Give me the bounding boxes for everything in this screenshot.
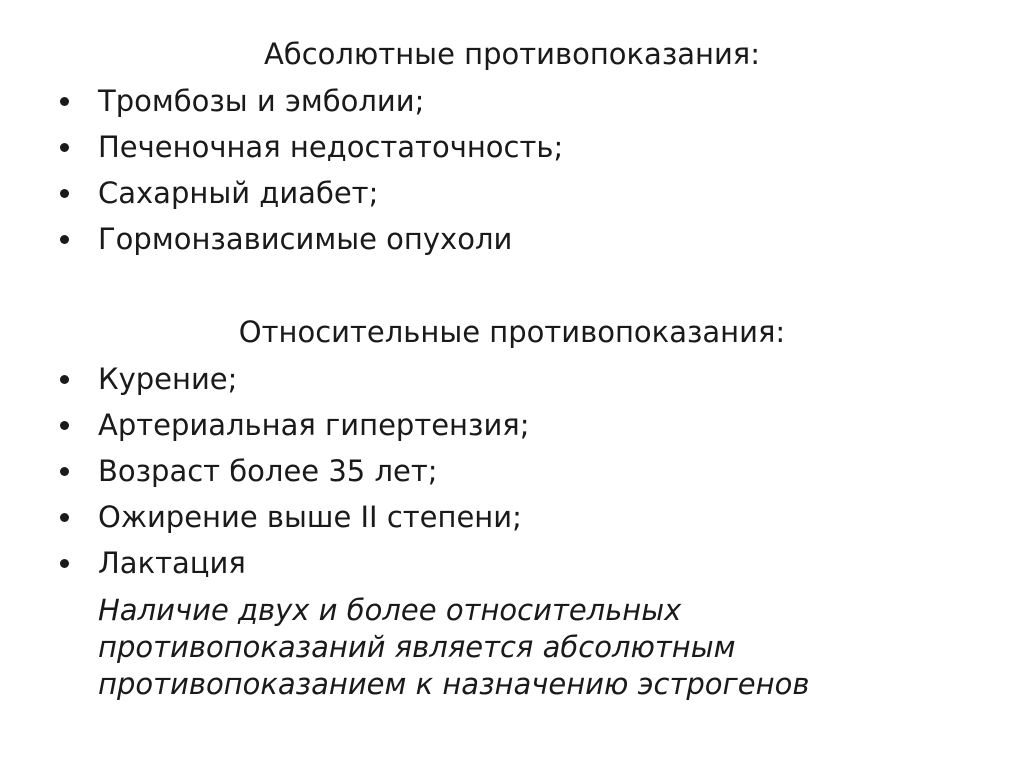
bullet-dot-icon — [60, 421, 69, 430]
note-line: Наличие двух и более относительных — [98, 593, 682, 627]
bullet-dot-icon — [60, 235, 69, 244]
bullet-dot-icon — [60, 97, 69, 106]
list-item-text: Тромбозы и эмболии; — [98, 84, 425, 118]
bullet-dot-icon — [60, 559, 69, 568]
list-item-text: Курение; — [98, 362, 238, 396]
list-item — [58, 81, 563, 127]
list-item — [58, 127, 563, 173]
list-item-text: Возраст более 35 лет; — [98, 454, 438, 488]
list-item — [58, 219, 563, 265]
italic-note — [98, 592, 978, 703]
bullet-dot-icon — [60, 467, 69, 476]
list-item-text: Печеночная недостаточность; — [98, 130, 564, 164]
absolute-contraindications-list — [58, 81, 563, 265]
bullet-dot-icon — [60, 143, 69, 152]
list-item — [58, 451, 530, 497]
list-item-text: Ожирение выше II степени; — [98, 500, 522, 534]
absolute-contraindications-heading: Абсолютные противопоказания: — [263, 37, 761, 71]
bullet-dot-icon — [60, 189, 69, 198]
relative-contraindications-heading: Относительные противопоказания: — [238, 315, 786, 349]
relative-contraindications-list — [58, 359, 530, 589]
list-item — [58, 543, 530, 589]
list-item-text: Артериальная гипертензия; — [98, 408, 530, 442]
list-item-text: Гормонзависимые опухоли — [98, 222, 513, 256]
bullet-dot-icon — [60, 513, 69, 522]
list-item-text: Лактация — [98, 546, 246, 580]
list-item — [58, 497, 530, 543]
note-line: противопоказанием к назначению эстрогенов — [98, 667, 810, 701]
bullet-dot-icon — [60, 375, 69, 384]
list-item — [58, 359, 530, 405]
list-item — [58, 173, 563, 219]
note-line: противопоказаний является абсолютным — [98, 630, 736, 664]
list-item — [58, 405, 530, 451]
list-item-text: Сахарный диабет; — [98, 176, 379, 210]
